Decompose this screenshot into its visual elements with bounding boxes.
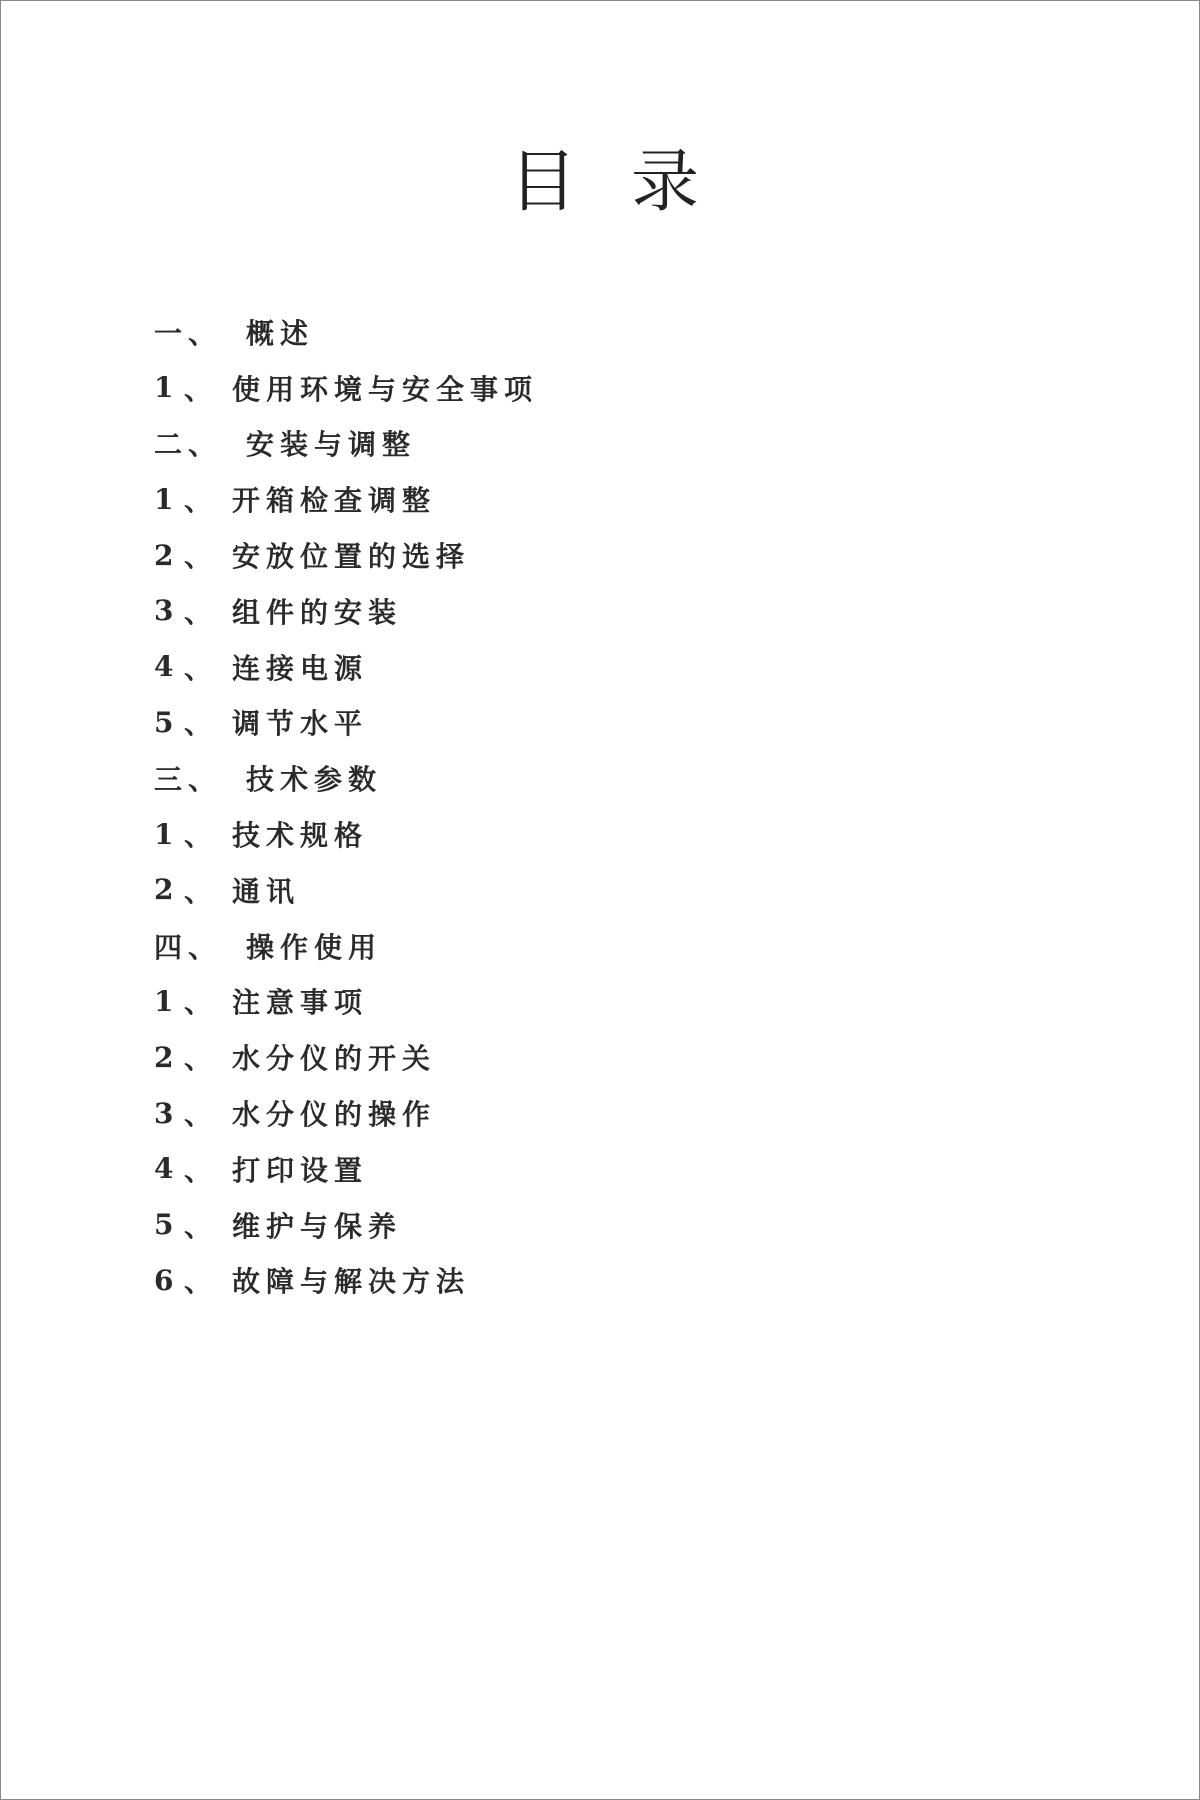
toc-entry-text: 技术规格 xyxy=(232,819,369,853)
toc-entry-text: 通讯 xyxy=(232,874,301,908)
page-title-char-1: 目 xyxy=(509,143,578,222)
toc-entry xyxy=(154,862,538,918)
toc-entry xyxy=(154,639,538,695)
toc-entry-number: 4 xyxy=(154,650,180,684)
toc-entry-number: 3 xyxy=(154,594,180,628)
table-of-contents xyxy=(154,304,538,1308)
toc-entry-separator: 、 xyxy=(184,1209,219,1243)
toc-entry xyxy=(154,471,538,527)
toc-entry-number: 2 xyxy=(154,873,180,907)
toc-entry-number: 二 xyxy=(154,428,189,462)
toc-entry-separator: 、 xyxy=(184,595,219,629)
toc-entry-number: 1 xyxy=(154,482,180,516)
toc-entry-number: 5 xyxy=(154,1208,180,1242)
toc-entry-number: 1 xyxy=(154,817,180,851)
toc-entry-separator: 、 xyxy=(184,1265,219,1299)
toc-entry-number: 四 xyxy=(154,930,189,964)
toc-entry xyxy=(154,1253,538,1309)
toc-entry-separator: 、 xyxy=(184,874,219,908)
toc-entry-text: 组件的安装 xyxy=(232,595,403,629)
toc-entry xyxy=(154,695,538,751)
toc-entry xyxy=(154,1085,538,1141)
page-title-char-2: 录 xyxy=(630,143,699,222)
toc-section-heading xyxy=(154,750,538,806)
toc-entry-text: 水分仪的开关 xyxy=(232,1042,437,1076)
toc-entry-text: 使用环境与安全事项 xyxy=(232,372,539,406)
toc-entry-number: 1 xyxy=(154,371,180,405)
toc-entry-separator: 、 xyxy=(188,930,223,964)
toc-entry-number: 6 xyxy=(154,1263,180,1297)
toc-entry-text: 安放位置的选择 xyxy=(232,540,471,574)
toc-entry-separator: 、 xyxy=(188,763,223,797)
page-title xyxy=(509,143,699,223)
toc-entry xyxy=(154,1197,538,1253)
toc-entry-number: 一 xyxy=(154,316,189,350)
toc-entry-separator: 、 xyxy=(184,651,219,685)
toc-entry-text: 维护与保养 xyxy=(232,1209,403,1243)
toc-entry-number: 三 xyxy=(154,763,189,797)
toc-entry-text: 调节水平 xyxy=(232,707,369,741)
toc-entry-text: 注意事项 xyxy=(232,986,369,1020)
toc-entry-text: 连接电源 xyxy=(232,651,369,685)
toc-entry-separator: 、 xyxy=(184,819,219,853)
toc-section-heading xyxy=(154,304,538,360)
toc-entry-text: 操作使用 xyxy=(246,930,383,964)
toc-entry-separator: 、 xyxy=(184,1153,219,1187)
toc-entry-text: 打印设置 xyxy=(232,1153,369,1187)
toc-entry xyxy=(154,1029,538,1085)
toc-entry-number: 5 xyxy=(154,705,180,739)
toc-entry-separator: 、 xyxy=(184,1042,219,1076)
toc-entry-separator: 、 xyxy=(184,372,219,406)
toc-entry-separator: 、 xyxy=(188,428,223,462)
toc-entry-text: 故障与解决方法 xyxy=(232,1265,471,1299)
toc-entry-text: 安装与调整 xyxy=(246,428,417,462)
toc-entry-number: 2 xyxy=(154,1040,180,1074)
toc-entry-text: 概述 xyxy=(246,316,315,350)
toc-entry-number: 3 xyxy=(154,1096,180,1130)
toc-entry xyxy=(154,583,538,639)
toc-entry-separator: 、 xyxy=(188,316,223,350)
toc-entry xyxy=(154,806,538,862)
toc-entry-separator: 、 xyxy=(184,986,219,1020)
toc-entry-separator: 、 xyxy=(184,1098,219,1132)
toc-entry-separator: 、 xyxy=(184,707,219,741)
toc-section-heading xyxy=(154,918,538,974)
toc-entry xyxy=(154,360,538,416)
toc-entry-number: 1 xyxy=(154,984,180,1018)
toc-entry-separator: 、 xyxy=(184,540,219,574)
toc-entry-text: 开箱检查调整 xyxy=(232,484,437,518)
toc-section-heading xyxy=(154,416,538,472)
toc-entry xyxy=(154,974,538,1030)
toc-entry-number: 4 xyxy=(154,1152,180,1186)
toc-entry xyxy=(154,527,538,583)
toc-entry-separator: 、 xyxy=(184,484,219,518)
toc-entry xyxy=(154,1141,538,1197)
toc-entry-number: 2 xyxy=(154,538,180,572)
toc-entry-text: 水分仪的操作 xyxy=(232,1098,437,1132)
toc-entry-text: 技术参数 xyxy=(246,763,383,797)
